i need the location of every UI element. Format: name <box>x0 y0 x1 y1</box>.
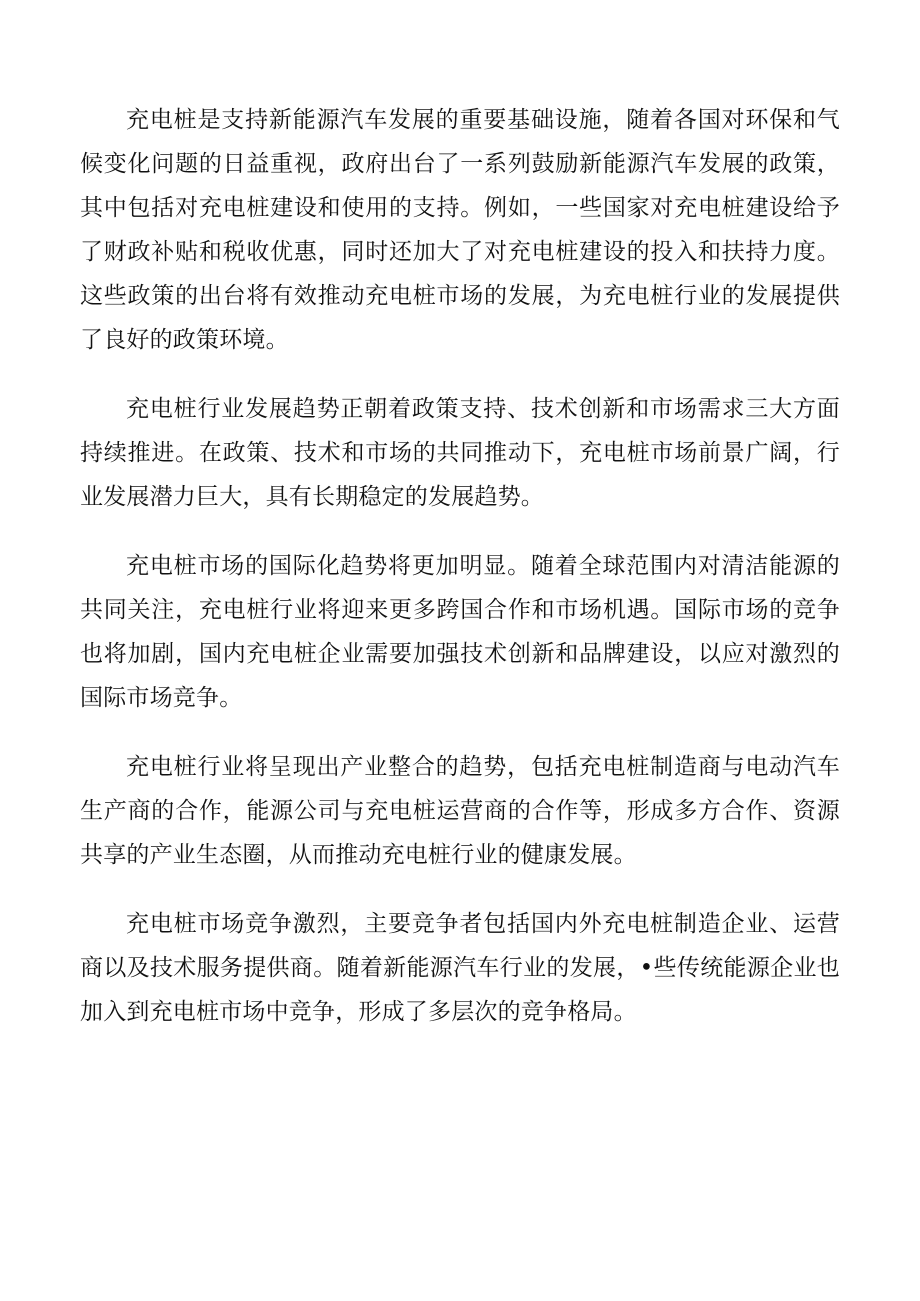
paragraph-policy-support: 充电桩是支持新能源汽车发展的重要基础设施，随着各国对环保和气候变化问题的日益重视，政府出台了一系列鼓励新能源汽车发展的政策，其中包括对充电桩建设和使用的支持。例如，一些国家对充电桩建设给予了财政补贴和税收优惠，同时还加大了对充电桩建设的投入和扶持力度。这些政策的出台将有效推动充电桩市场的发展，为充电桩行业的发展提供了良好的政策环境。 <box>80 107 840 353</box>
paragraph-development-trend: 充电桩行业发展趋势正朝着政策支持、技术创新和市场需求三大方面持续推进。在政策、技术和市场的共同推动下，充电桩市场前景广阔，行业发展潜力巨大，具有长期稳定的发展趋势。 <box>80 396 840 510</box>
paragraph-market-competition: 充电桩市场竞争激烈，主要竞争者包括国内外充电桩制造企业、运营商以及技术服务提供商。随着新能源汽车行业的发展，•些传统能源企业也加入到充电桩市场中竞争，形成了多层次的竞争格局。 <box>80 911 840 1025</box>
paragraph-internationalization: 充电桩市场的国际化趋势将更加明显。随着全球范围内对清洁能源的共同关注，充电桩行业将迎来更多跨国合作和市场机遇。国际市场的竞争也将加剧，国内充电桩企业需要加强技术创新和品牌建设，以应对激烈的国际市场竞争。 <box>80 553 840 711</box>
paragraph-industry-integration: 充电桩行业将呈现出产业整合的趋势，包括充电桩制造商与电动汽车生产商的合作，能源公司与充电桩运营商的合作等，形成多方合作、资源共享的产业生态圈，从而推动充电桩行业的健康发展。 <box>80 754 840 868</box>
document-body <box>80 98 840 1034</box>
